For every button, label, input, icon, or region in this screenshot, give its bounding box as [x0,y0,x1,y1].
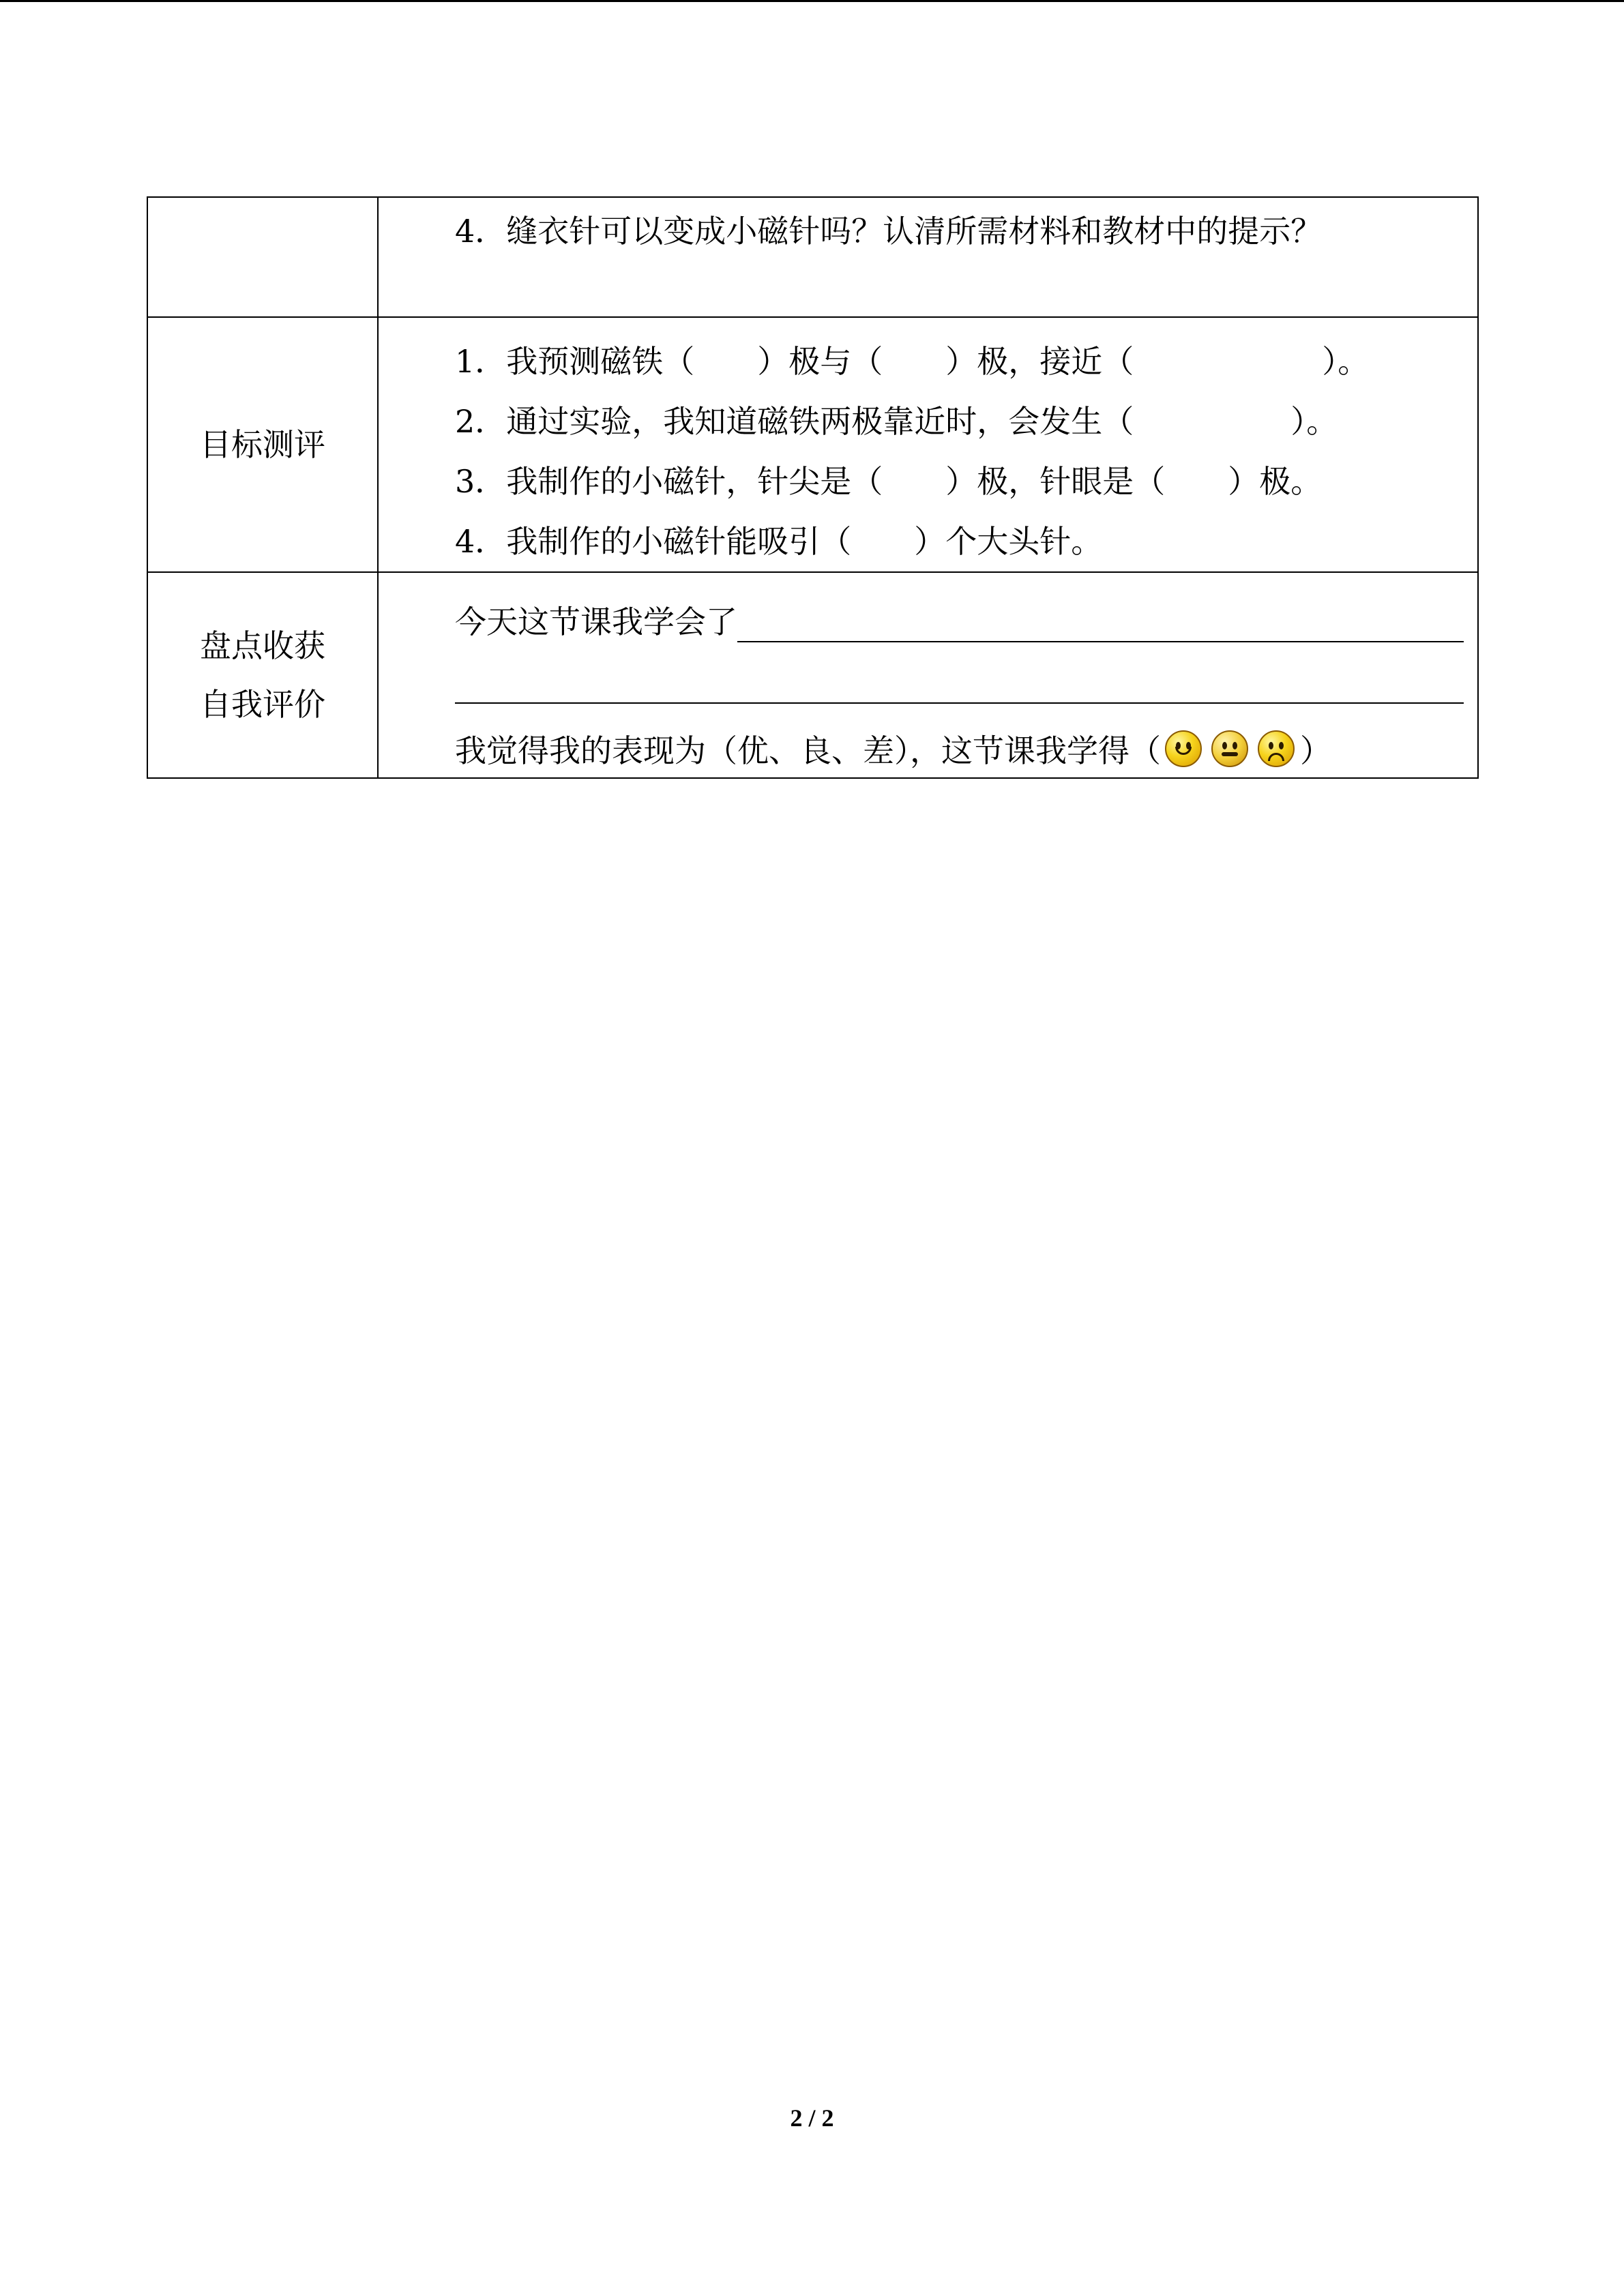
happy-face-icon [1165,730,1202,767]
row-label-empty [147,197,378,317]
evaluation-line [455,723,1464,775]
label-line-2: 自我评价 [200,686,325,723]
assessment-item-1: 1．我预测磁铁（ ）极与（ ）极，接近（ ）。 [455,343,1370,380]
question-item-4: 4．缝衣针可以变成小磁针吗？认清所需材料和教材中的提示？ [455,213,1323,250]
learned-blank-field[interactable] [737,601,1464,642]
evaluation-close: ） [1300,732,1331,769]
content-cell [378,572,1478,778]
content-cell [378,317,1478,572]
learned-line [455,582,1464,642]
page-number: 2 / 2 [790,2104,834,2132]
row-label-goal-assessment: 目标测评 [147,317,378,572]
table-row [147,317,1478,572]
label-line-1: 盘点收获 [200,627,325,664]
assessment-item-3: 3．我制作的小磁针，针尖是（ ）极，针眼是（ ）极。 [455,463,1323,500]
table-row [147,197,1478,317]
worksheet-table [147,196,1479,779]
evaluation-text: 我觉得我的表现为（优、良、差），这节课我学得（ [455,732,1161,769]
learned-blank-field-2[interactable] [455,642,1464,704]
content-cell [378,197,1478,317]
table-row [147,572,1478,778]
assessment-item-4: 4．我制作的小磁针能吸引（ ）个大头针。 [455,523,1103,560]
row-label-self-evaluation [147,572,378,778]
assessment-item-2: 2．通过实验，我知道磁铁两极靠近时，会发生（ ）。 [455,403,1338,440]
learned-prefix: 今天这节课我学会了 [455,603,737,640]
sad-face-icon [1258,730,1295,767]
top-border-line [0,0,1624,2]
worried-face-icon [1211,730,1248,767]
